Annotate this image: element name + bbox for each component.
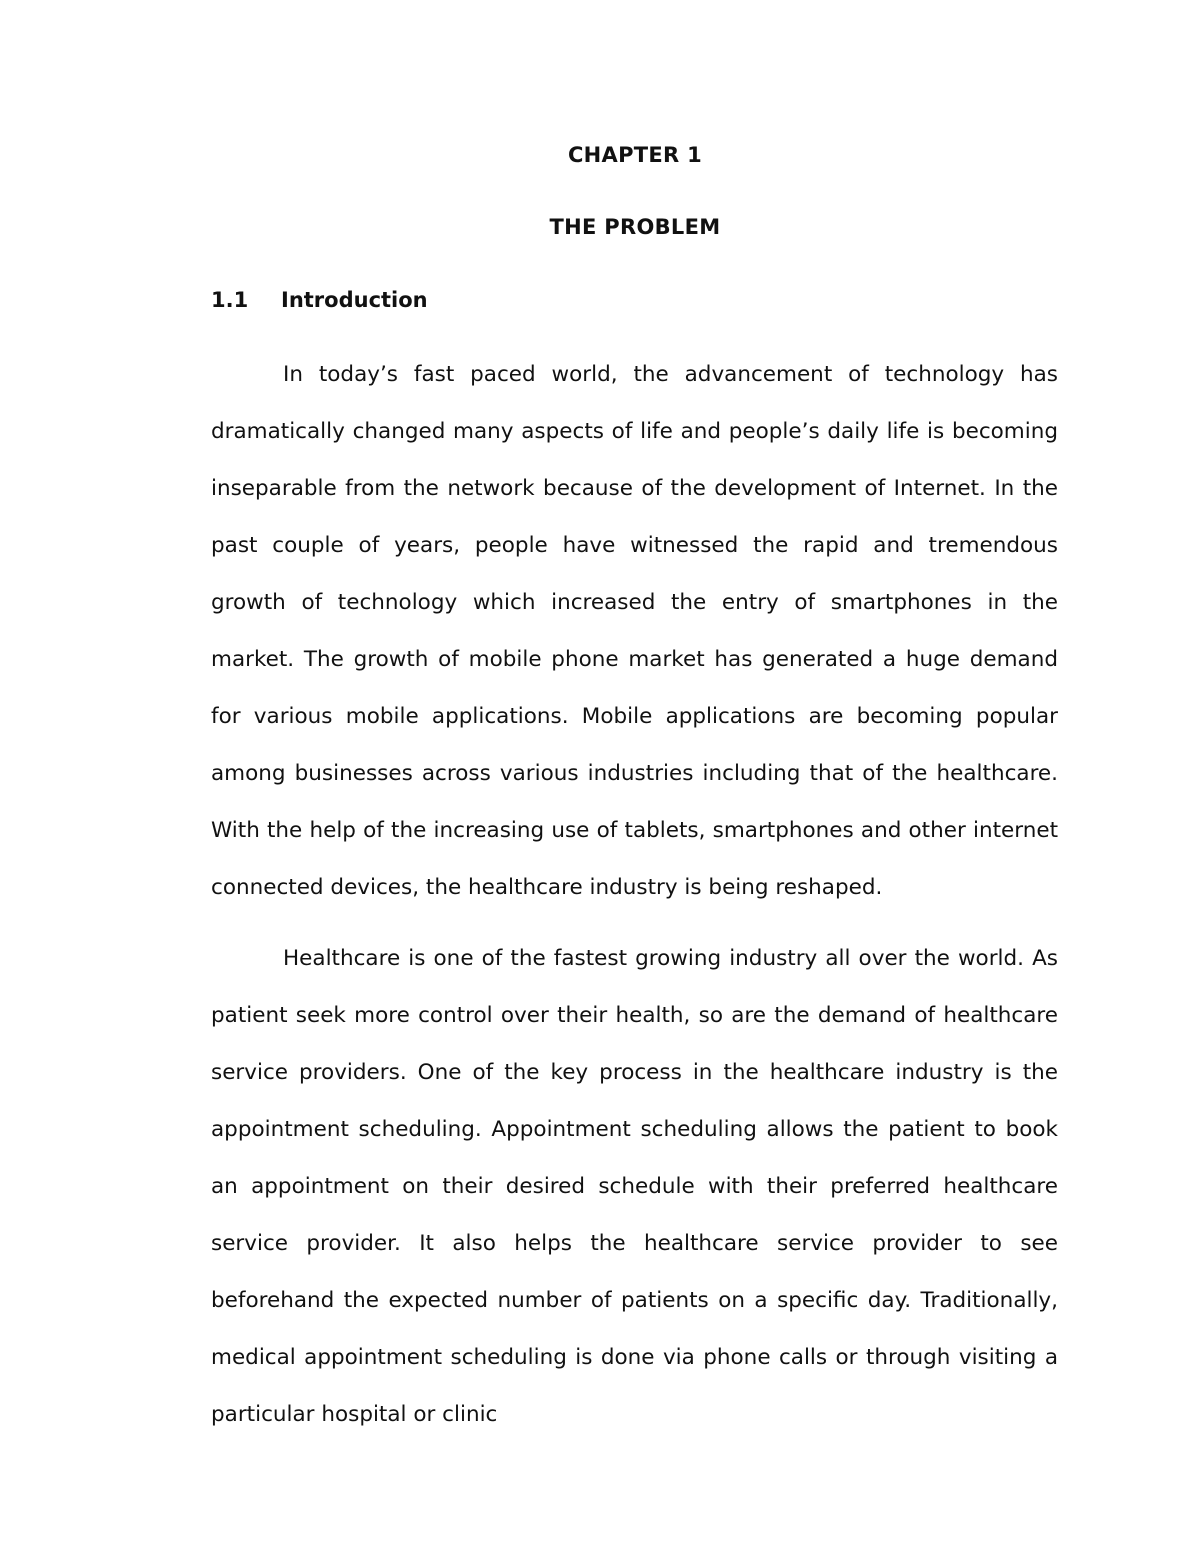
paragraph: Healthcare is one of the fastest growing industry all over the world. As patient seek more control over their health, so are the demand of healthcare service providers. One of the key process in the healthcare industry is the appointment scheduling. Appointment scheduling allows the patient to book an appointment on their desired schedule with their preferred healthcare service provider. It also helps the healthcare service provider to see beforehand the expected number of patients on a specific day. Traditionally, medical appointment scheduling is done via phone calls or through visiting a particular hospital or clinic — [211, 946, 1058, 1427]
section-heading — [211, 288, 428, 312]
chapter-subtitle: THE PROBLEM — [549, 215, 721, 239]
section-title: Introduction — [281, 288, 428, 312]
paragraph: In today’s fast paced world, the advancement of technology has dramatically changed many aspects of life and people’s daily life is becoming inseparable from the network because of the development of Internet. In the past couple of years, people have witnessed the rapid and tremendous growth of technology which increased the entry of smartphones in the market. The growth of mobile phone market has generated a huge demand for various mobile applications. Mobile applications are becoming popular among businesses across various industries including that of the healthcare. With the help of the increasing use of tablets, smartphones and other internet connected devices, the healthcare industry is being reshaped. — [211, 362, 1058, 900]
section-number: 1.1 — [211, 288, 249, 312]
chapter-title: CHAPTER 1 — [567, 143, 703, 167]
